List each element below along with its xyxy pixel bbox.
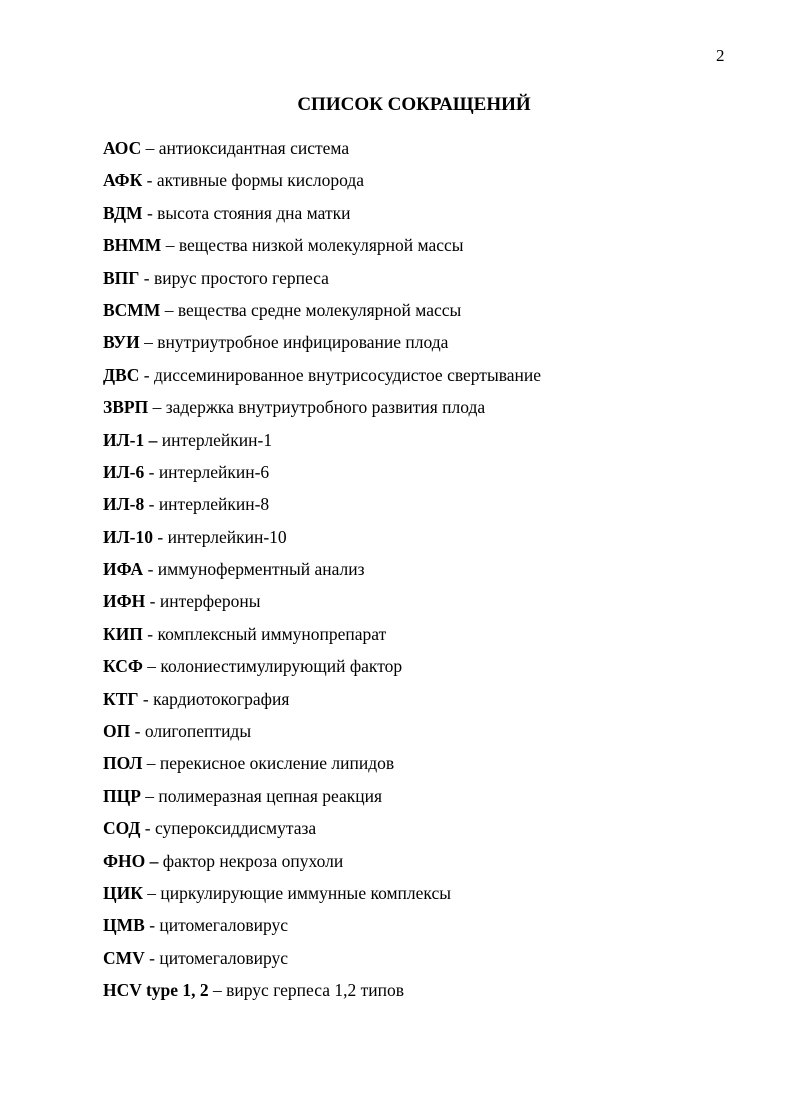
abbreviation-definition: циркулирующие иммунные комплексы [160, 882, 452, 903]
abbreviation-definition: кардиотокография [153, 688, 290, 709]
abbreviation-definition: интерлейкин-6 [158, 461, 270, 482]
abbreviation-term: ИЛ-1 [103, 429, 145, 450]
abbreviation-term: ЗВРП [103, 397, 149, 418]
abbreviation-term: ПОЛ [103, 753, 143, 774]
abbreviation-item [103, 459, 763, 491]
abbreviation-term: ОП [103, 721, 131, 742]
abbreviation-definition: фактор некроза опухоли [162, 850, 344, 871]
abbreviation-separator: – [140, 785, 159, 806]
abbreviation-item [103, 329, 763, 361]
abbreviation-separator: - [138, 688, 154, 709]
abbreviation-term: ВНММ [103, 235, 162, 256]
abbreviation-separator: – [161, 235, 179, 256]
abbreviation-definition: перекисное окисление липидов [159, 753, 395, 774]
abbreviation-separator: – [208, 980, 227, 1001]
abbreviation-term: КСФ [103, 656, 143, 677]
abbreviation-item [103, 167, 763, 199]
abbreviation-item [103, 556, 763, 588]
abbreviation-definition: интерфероны [159, 591, 261, 612]
abbreviation-term: СОД [103, 818, 141, 839]
abbreviation-definition: внутриутробное инфицирование плода [157, 332, 449, 353]
abbreviation-item [103, 880, 763, 912]
abbreviation-separator: - [142, 170, 157, 191]
abbreviation-term: ВСММ [103, 299, 161, 320]
abbreviation-separator: - [130, 721, 145, 742]
abbreviation-separator: - [139, 364, 154, 385]
abbreviation-item [103, 686, 763, 718]
abbreviation-term: КИП [103, 623, 143, 644]
abbreviation-term: HCV type 1, 2 [103, 980, 209, 1001]
abbreviation-term: ПЦР [103, 785, 141, 806]
abbreviation-item [103, 588, 763, 620]
abbreviation-definition: задержка внутриутробного развития плода [165, 397, 486, 418]
abbreviation-separator: - [145, 591, 160, 612]
abbreviation-item [103, 491, 763, 523]
abbreviation-definition: вещества средне молекулярной массы [177, 299, 462, 320]
abbreviation-term: ЦМВ [103, 915, 145, 936]
abbreviation-separator: - [144, 461, 159, 482]
abbreviation-separator: - [144, 947, 160, 968]
abbreviation-definition: супероксиддисмутаза [155, 818, 317, 839]
abbreviation-term: CMV [103, 947, 145, 968]
abbreviation-term: ИЛ-6 [103, 461, 145, 482]
abbreviation-definition: диссеминированное внутрисосудистое свертывание [153, 364, 541, 385]
abbreviation-separator: - [152, 526, 168, 547]
abbreviation-definition: вещества низкой молекулярной массы [178, 235, 464, 256]
abbreviation-separator: – [144, 429, 162, 450]
abbreviation-separator: - [142, 202, 158, 223]
abbreviation-definition: олигопептиды [144, 721, 252, 742]
abbreviation-item [103, 265, 763, 297]
abbreviation-definition: интерлейкин-10 [167, 526, 287, 547]
abbreviation-item [103, 621, 763, 653]
abbreviation-item [103, 912, 763, 944]
abbreviation-definition: вирус герпеса 1,2 типов [226, 980, 404, 1001]
abbreviation-term: ЦИК [103, 882, 143, 903]
page-title: СПИСОК СОКРАЩЕНИЙ [297, 94, 531, 115]
abbreviation-separator: - [140, 818, 155, 839]
abbreviation-item [103, 653, 763, 685]
abbreviation-definition: вирус простого герпеса [154, 267, 329, 288]
abbreviation-definition: комплексный иммунопрепарат [157, 623, 387, 644]
abbreviation-term: АФК [103, 170, 143, 191]
abbreviation-item [103, 297, 763, 329]
abbreviation-item [103, 524, 763, 556]
abbreviation-term: ИЛ-10 [103, 526, 153, 547]
abbreviation-definition: цитомегаловирус [159, 947, 289, 968]
abbreviation-separator: - [143, 559, 158, 580]
abbreviation-item [103, 362, 763, 394]
abbreviation-separator: - [144, 494, 159, 515]
abbreviation-item [103, 718, 763, 750]
abbreviation-separator: – [142, 656, 161, 677]
abbreviation-separator: – [142, 753, 160, 774]
abbreviation-item [103, 815, 763, 847]
abbreviation-item [103, 848, 763, 880]
abbreviation-item [103, 232, 763, 264]
abbreviation-definition: интерлейкин-8 [158, 494, 270, 515]
abbreviation-item [103, 750, 763, 782]
abbreviation-term: ВДМ [103, 202, 143, 223]
abbreviation-definition: высота стояния дна матки [157, 202, 351, 223]
abbreviation-separator: - [139, 267, 154, 288]
abbreviation-definition: иммуноферментный анализ [157, 559, 365, 580]
abbreviation-definition: колониестимулирующий фактор [160, 656, 403, 677]
abbreviation-definition: полимеразная цепная реакция [158, 785, 383, 806]
abbreviation-separator: – [145, 850, 163, 871]
abbreviation-item [103, 783, 763, 815]
abbreviation-separator: - [142, 623, 158, 644]
abbreviation-term: ИФА [103, 559, 144, 580]
abbreviation-definition: антиоксидантная система [158, 138, 350, 158]
abbreviation-item [103, 135, 763, 167]
abbreviation-item [103, 945, 763, 977]
abbreviation-separator: – [142, 882, 161, 903]
abbreviation-term: ИФН [103, 591, 146, 612]
abbreviation-separator: – [139, 332, 158, 353]
abbreviation-term: ВПГ [103, 267, 140, 288]
abbreviation-term: ФНО [103, 850, 146, 871]
abbreviation-separator: – [160, 299, 178, 320]
abbreviation-item [103, 427, 763, 459]
abbreviation-separator: – [141, 138, 159, 158]
abbreviation-term: ВУИ [103, 332, 140, 353]
abbreviation-list [103, 135, 763, 1010]
abbreviation-separator: – [148, 397, 166, 418]
abbreviation-separator: - [144, 915, 160, 936]
abbreviation-item [103, 394, 763, 426]
page-number: 2 [716, 46, 725, 65]
abbreviation-term: ДВС [103, 364, 140, 385]
abbreviation-term: ИЛ-8 [103, 494, 145, 515]
abbreviation-definition: интерлейкин-1 [161, 429, 273, 450]
abbreviation-term: КТГ [103, 688, 139, 709]
abbreviation-item [103, 977, 763, 1009]
abbreviation-term: АОС [103, 138, 142, 158]
abbreviation-definition: активные формы кислорода [156, 170, 364, 191]
abbreviation-item [103, 200, 763, 232]
abbreviation-definition: цитомегаловирус [159, 915, 289, 936]
